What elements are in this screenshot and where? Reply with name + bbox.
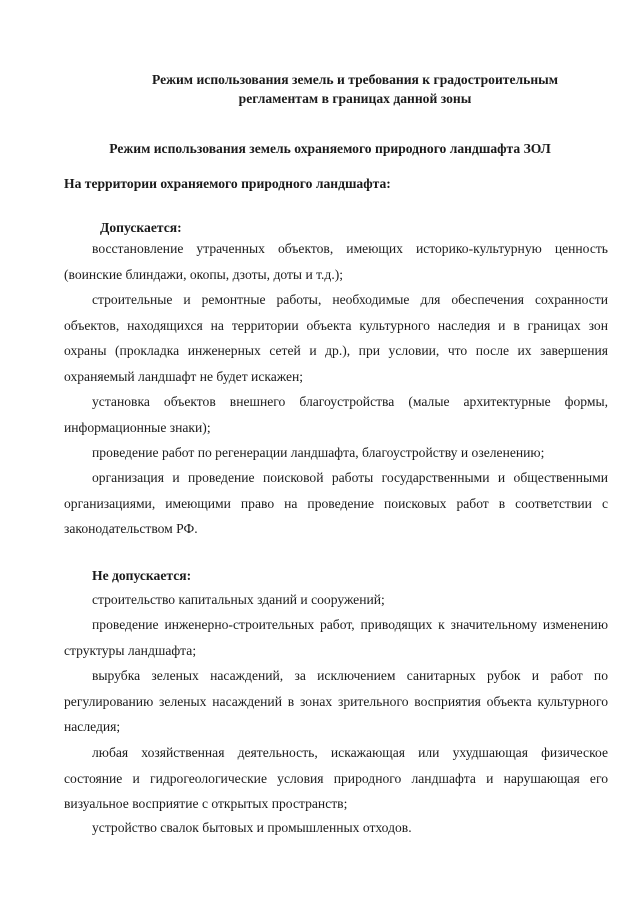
title-line: Режим использования земель и требования к градостроительным xyxy=(151,72,559,87)
section-title: Режим использования земель охраняемого природного ландшафта ЗОЛ xyxy=(109,141,551,156)
forbidden-item: строительство капитальных зданий и сооружений; xyxy=(92,592,385,607)
allowed-item: организация и проведение поисковой работы государственными и общественными организациями, имеющими право на проведение поисковых работ в соответствии с законодательством РФ. xyxy=(64,470,608,536)
allowed-item: проведение работ по регенерации ландшафта, благоустройству и озеленению; xyxy=(92,445,545,460)
allowed-item: восстановление утраченных объектов, имеющих историко-культурную ценность (воинские блиндажи, окопы, дзоты, доты и т.д.); xyxy=(64,241,608,282)
forbidden-item: проведение инженерно-строительных работ, приводящих к значительному изменению структуры ландшафта; xyxy=(64,617,608,658)
allowed-item: установка объектов внешнего благоустройства (малые архитектурные формы, информационные знаки); xyxy=(64,394,608,435)
document-title xyxy=(0,70,640,108)
forbidden-item: любая хозяйственная деятельность, искажающая или ухудшающая физическое состояние и гидрогеологические условия природного ландшафта и нарушающая его визуальное восприятие с открытых пространств; xyxy=(64,745,608,811)
title-line: регламентам в границах данной зоны xyxy=(238,91,472,106)
allowed-item: строительные и ремонтные работы, необходимые для обеспечения сохранности объектов, находящихся на территории объекта культурного наследия и в границах зон охраны (прокладка инженерных сетей и др.), при условии, что после их завершения охраняемый ландшафт не будет искажен; xyxy=(64,292,608,384)
forbidden-item: вырубка зеленых насаждений, за исключением санитарных рубок и работ по регулированию зеленых насаждений в зонах зрительного восприятия объекта культурного наследия; xyxy=(64,668,608,734)
territory-heading: На территории охраняемого природного ландшафта: xyxy=(64,176,391,191)
forbidden-label: Не допускается: xyxy=(92,568,192,583)
allowed-label: Допускается: xyxy=(100,220,182,235)
forbidden-item: устройство свалок бытовых и промышленных отходов. xyxy=(92,820,412,835)
